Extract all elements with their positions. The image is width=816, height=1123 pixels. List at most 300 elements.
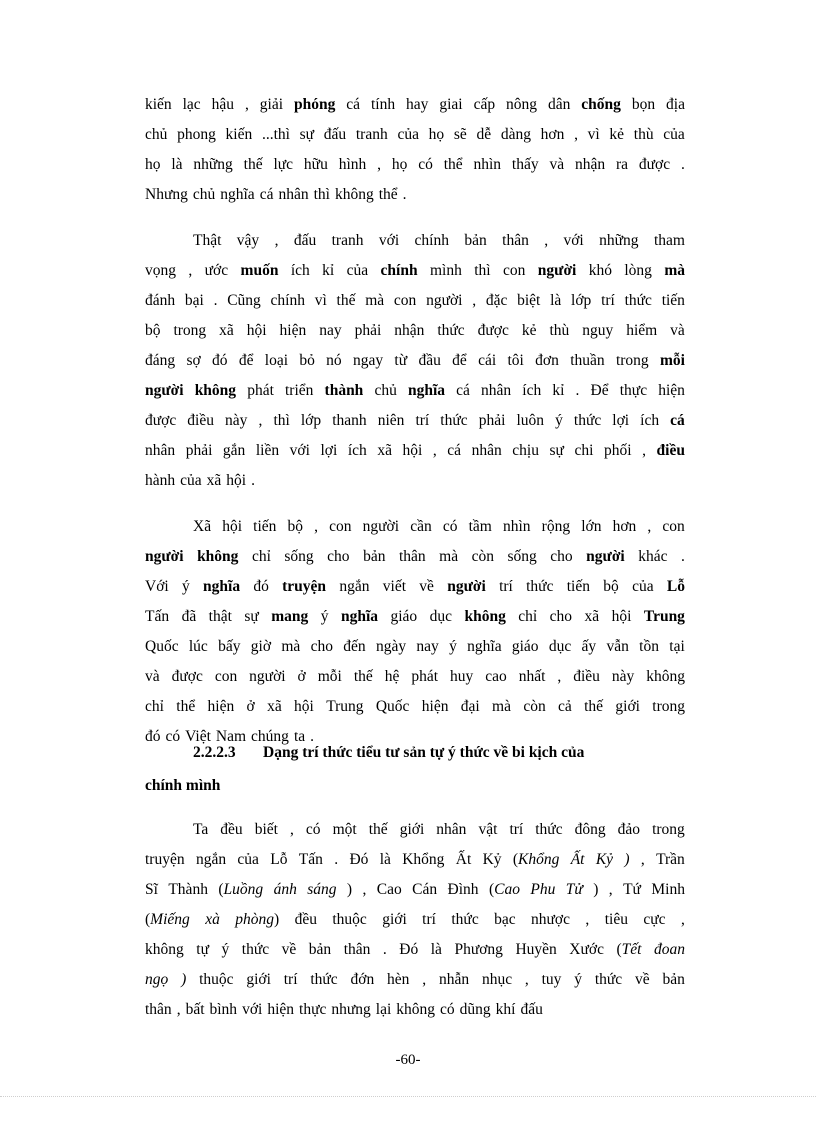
word: rộng (541, 518, 571, 535)
word: xã (584, 608, 600, 625)
word: , (422, 971, 427, 988)
word: thức (535, 821, 563, 838)
word: thuộc (199, 971, 234, 988)
word: hay (406, 96, 429, 113)
word: bất (185, 1001, 205, 1018)
word: trí (415, 412, 430, 429)
word: đầu (418, 352, 441, 369)
word: là (171, 156, 183, 173)
word: thấy (511, 156, 539, 173)
word: của (397, 126, 419, 143)
word: , (188, 262, 193, 279)
word: . (310, 728, 314, 745)
word: khác (638, 548, 668, 565)
word: không (145, 941, 184, 958)
word: đánh (145, 292, 176, 309)
word: tầm (468, 518, 492, 535)
word: đều (294, 911, 317, 928)
word: không (464, 608, 506, 625)
word: cá (670, 412, 685, 429)
word: lớp (300, 412, 322, 429)
word: Để (590, 382, 609, 399)
text-line (145, 346, 685, 376)
word: ánh (273, 881, 297, 898)
word: Nam (215, 728, 247, 745)
word: thức (594, 971, 623, 988)
word: xã (267, 698, 282, 715)
word: liền (255, 442, 280, 459)
text-line (145, 905, 685, 935)
word: sự (549, 442, 564, 459)
word: ) (346, 881, 353, 898)
word: về (419, 578, 434, 595)
word: con (214, 668, 238, 685)
word: điều (656, 442, 685, 459)
word: ấy (581, 638, 597, 655)
word: lại (375, 1001, 392, 1018)
word: dễ (476, 126, 492, 143)
word: . (251, 472, 255, 489)
word: và (670, 322, 685, 339)
word: Đó (399, 941, 419, 958)
word: nhận (394, 322, 425, 339)
word: bạc (494, 911, 516, 928)
word: sống (507, 548, 537, 565)
word: Trần (656, 851, 685, 868)
word: giáo (511, 638, 539, 655)
word: chính (414, 232, 449, 249)
word: là (550, 292, 562, 309)
word: trong (652, 698, 685, 715)
word: ước (204, 262, 229, 279)
word: thế (243, 156, 263, 173)
word: sẽ (453, 126, 467, 143)
word: nhục (481, 971, 513, 988)
word: . (680, 156, 685, 173)
word: kẻ (521, 322, 537, 339)
footer-rule (0, 1096, 816, 1097)
word: hội (402, 442, 423, 459)
word: nghĩa (467, 638, 502, 655)
word: ngọ (145, 971, 169, 988)
word: trí (509, 821, 524, 838)
word: trí (499, 578, 513, 595)
word: một (332, 821, 357, 838)
word: trong (652, 821, 685, 838)
word: giới (399, 821, 425, 838)
word: tiến (566, 578, 590, 595)
word: người (426, 292, 463, 309)
word: trí (601, 292, 615, 309)
word: họ (428, 126, 445, 143)
word: thì (273, 412, 290, 429)
word: với (563, 232, 584, 249)
word: ý (449, 638, 457, 655)
word: cực (643, 911, 666, 928)
word: , (432, 442, 437, 459)
word: nhân (471, 442, 502, 459)
word: hiểm (626, 322, 658, 339)
word: dàng (500, 126, 531, 143)
word: Ất (455, 851, 472, 868)
word: từ (394, 352, 408, 369)
word: ích (347, 442, 367, 459)
word: viết (382, 578, 407, 595)
word: thân (145, 1001, 172, 1018)
word: Kỷ (595, 851, 614, 868)
word: lúc (188, 638, 208, 655)
word: họ (145, 156, 161, 173)
word: thì (474, 262, 491, 279)
word: hội (226, 472, 247, 489)
word: được (638, 156, 671, 173)
word: bản (464, 232, 487, 249)
word: ) (624, 851, 630, 868)
text-line (145, 965, 685, 995)
word: bộ (145, 322, 161, 339)
word: được (477, 322, 509, 339)
word: lợi (320, 442, 338, 459)
word: ích (640, 412, 660, 429)
word: biết (254, 821, 278, 838)
word: thù (549, 322, 570, 339)
word: Cao (376, 881, 402, 898)
word: phải (185, 442, 213, 459)
word: con (503, 262, 526, 279)
word: nông (506, 96, 538, 113)
word: ý (181, 578, 190, 595)
word: , (642, 442, 646, 459)
word: ích (290, 262, 310, 279)
word: thuần (570, 352, 605, 369)
word: , (544, 232, 549, 249)
word: thế (353, 668, 373, 685)
word: lớn (581, 518, 602, 535)
word: Nhưng (145, 186, 188, 203)
word: loại (264, 352, 289, 369)
text-line (145, 120, 685, 150)
word: cá (346, 96, 361, 113)
word: hiện (421, 698, 449, 715)
word: hội (611, 608, 632, 625)
word: hành (145, 472, 176, 489)
word: tham (653, 232, 685, 249)
word: không (646, 668, 685, 685)
word: vì (314, 292, 327, 309)
word: ) (593, 881, 599, 898)
page-number: -60- (395, 1052, 421, 1068)
word: hơn (540, 126, 565, 143)
word: (Cao (488, 881, 520, 898)
word: họ (391, 156, 408, 173)
word: để (238, 352, 254, 369)
word: con (329, 518, 352, 535)
word: Tứ (623, 881, 641, 898)
word: xã (219, 322, 234, 339)
word: giới (246, 971, 271, 988)
word: . (575, 382, 580, 399)
text-line (145, 692, 685, 722)
word: trí (422, 911, 436, 928)
word: hệ (384, 668, 400, 685)
word: vẫn (606, 638, 629, 655)
word: Kỷ (482, 851, 502, 868)
word: thể (443, 156, 463, 173)
word: là (379, 851, 391, 868)
word: thanh (332, 412, 367, 429)
word: và (549, 156, 565, 173)
word: thức (573, 412, 602, 429)
word: trong (615, 352, 649, 369)
word: không (396, 1001, 436, 1018)
word: sợ (186, 352, 201, 369)
word: Với (145, 578, 169, 595)
word: đặc (485, 292, 508, 309)
word: luôn (516, 412, 545, 429)
word: chịu (512, 442, 539, 459)
word: cả (558, 698, 572, 715)
text-line (145, 466, 685, 496)
word: Phu (530, 881, 556, 898)
text-line (145, 316, 685, 346)
word: thức (437, 322, 465, 339)
word: địa (666, 96, 685, 113)
word: nay (416, 638, 439, 655)
word: cho (327, 548, 350, 565)
word: thức (451, 911, 479, 928)
word: nhân (481, 382, 512, 399)
text-line (145, 286, 685, 316)
word: phát (411, 668, 439, 685)
word: (Luồng (218, 881, 264, 898)
word: mà (664, 262, 685, 279)
word: , (557, 668, 562, 685)
word: bỏ (299, 352, 315, 369)
word: xã (377, 442, 392, 459)
word: nghĩa (407, 382, 446, 399)
word: còn (523, 698, 546, 715)
word: kẻ (609, 126, 625, 143)
word: truyện (282, 578, 327, 595)
word: những (193, 156, 233, 173)
word: xà (205, 911, 220, 928)
word: tiến (661, 292, 685, 309)
word: ngày (375, 638, 407, 655)
word: ý (555, 412, 563, 429)
word: chúng (251, 728, 289, 745)
word: niên (377, 412, 405, 429)
text-line (145, 436, 685, 466)
word: , (640, 851, 645, 868)
word: Đó (349, 851, 369, 868)
word: có (418, 156, 433, 173)
word: sự (244, 608, 259, 625)
word: . (402, 186, 407, 203)
text-line (145, 662, 685, 692)
word: , (290, 821, 294, 838)
word: thức (624, 292, 652, 309)
word: giáo (390, 608, 418, 625)
word: , (472, 292, 477, 309)
text-line (193, 512, 685, 542)
word: . (334, 851, 339, 868)
word: người (145, 382, 184, 399)
word: trong (173, 322, 207, 339)
word: con (393, 292, 417, 309)
word: phóng (293, 96, 336, 113)
word: vì (587, 126, 600, 143)
word: , (314, 518, 319, 535)
word: đơn (535, 352, 559, 369)
word: con (662, 518, 685, 535)
word: mỗi (659, 352, 685, 369)
word: chủ (374, 382, 397, 399)
word: (Miếng (145, 911, 190, 928)
word: nghĩa (220, 186, 255, 203)
word: đều (220, 821, 243, 838)
word: dục (429, 608, 452, 625)
word: bản (308, 941, 332, 958)
word: tôi (507, 352, 524, 369)
word: tồn (639, 638, 659, 655)
word: Sĩ (145, 881, 158, 898)
word: đã (181, 608, 197, 625)
word: dục (548, 638, 572, 655)
section-title-continued: chính mình (145, 777, 221, 794)
word: ý (221, 941, 230, 958)
word: cấp (473, 96, 496, 113)
word: chi (574, 442, 594, 459)
word: lòng (624, 262, 652, 279)
word: khó (588, 262, 612, 279)
word: ở (246, 698, 255, 715)
word: để (452, 352, 467, 369)
word: dân (547, 96, 571, 113)
word: nguy (582, 322, 614, 339)
word: muốn (240, 262, 279, 279)
text-line (145, 845, 685, 875)
word: nhìn (502, 518, 531, 535)
word: thực (619, 382, 648, 399)
word: thuộc (332, 911, 367, 928)
word: nhất (518, 668, 546, 685)
word: thù (633, 126, 654, 143)
word: bình (209, 1001, 238, 1018)
word: , (274, 232, 279, 249)
word: đó (212, 352, 228, 369)
word: , (574, 126, 578, 143)
word: bọn (631, 96, 656, 113)
word: hiện (267, 1001, 295, 1018)
word: thực (299, 1001, 327, 1018)
word: cho (550, 548, 573, 565)
word: ngắn (339, 578, 370, 595)
word: tranh (355, 126, 388, 143)
word: Lỗ (270, 851, 288, 868)
word: hội (222, 518, 243, 535)
word: Trung (326, 698, 364, 715)
word: sống (284, 548, 314, 565)
word: khí (495, 1001, 516, 1018)
word: giai (439, 96, 463, 113)
word: phối (603, 442, 632, 459)
word: ý (574, 971, 582, 988)
word: Ất (570, 851, 585, 868)
word: ý (320, 608, 329, 625)
word: Tấn (145, 608, 170, 625)
word: trí (283, 971, 298, 988)
word: bản (363, 548, 386, 565)
word: của (632, 578, 654, 595)
word: vật (478, 821, 498, 838)
word: thể (378, 186, 398, 203)
word: người (537, 262, 577, 279)
word: có (440, 1001, 455, 1018)
word: Tấn (298, 851, 323, 868)
word: lạc (182, 96, 201, 113)
word: người (362, 518, 400, 535)
word: , (647, 518, 652, 535)
word: đến (343, 638, 366, 655)
word: Cũng (227, 292, 261, 309)
word: , (258, 412, 263, 429)
word: của (346, 262, 369, 279)
text-line (145, 875, 685, 905)
word: sáng (307, 881, 337, 898)
word: Huyền (515, 941, 557, 958)
word: thân (502, 232, 529, 249)
word: ...thì (261, 126, 290, 143)
word: tiến (253, 518, 277, 535)
word: phong (177, 126, 216, 143)
word: , (377, 156, 381, 173)
word: thành (324, 382, 364, 399)
word: triển (285, 382, 314, 399)
word: lớp (571, 292, 592, 309)
word: chỉ (145, 698, 164, 715)
word: người (249, 668, 286, 685)
word: phải (354, 322, 382, 339)
section-heading (193, 738, 584, 768)
word: ) (181, 971, 187, 988)
word: ngay (352, 352, 384, 369)
word: Việt (185, 728, 211, 745)
word: kỉ (322, 262, 335, 279)
word: cá (447, 442, 462, 459)
word: cho (310, 638, 333, 655)
word: với (378, 232, 400, 249)
word: đó (253, 578, 269, 595)
word: cái (478, 352, 497, 369)
word: chống (581, 96, 621, 113)
word: bộ (603, 578, 619, 595)
text-line (145, 995, 685, 1025)
word: hội (294, 698, 314, 715)
word: kiến (145, 96, 172, 113)
word: đấu (323, 126, 347, 143)
word: nhân (278, 186, 309, 203)
word: nhược (531, 911, 571, 928)
word: nhân (436, 821, 467, 838)
word: lực (273, 156, 294, 173)
text-line (145, 572, 685, 602)
text-line (145, 632, 685, 662)
word: , (608, 881, 613, 898)
word: này (225, 412, 248, 429)
word: còn (471, 548, 494, 565)
word: những (599, 232, 639, 249)
word: nó (326, 352, 342, 369)
